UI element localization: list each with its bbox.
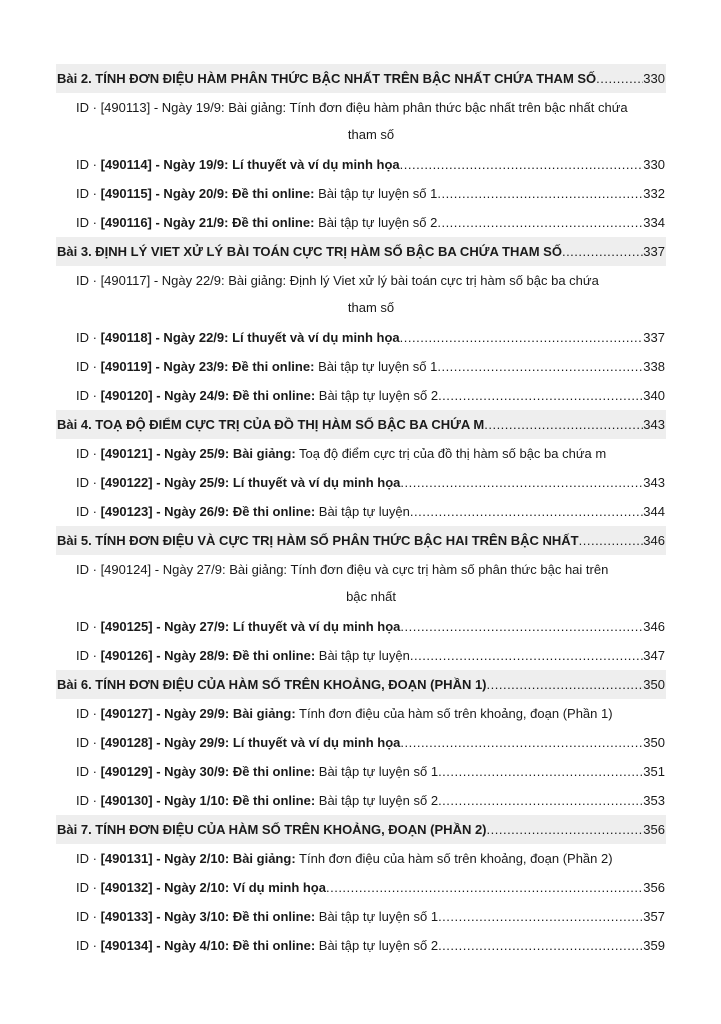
entry-prefix: ID · — [76, 359, 101, 374]
entry-code: [490119] - Ngày 23/9: — [100, 359, 229, 374]
toc-entry[interactable] — [56, 555, 666, 612]
dot-leader — [438, 786, 643, 815]
section-title: Bài 4. TOẠ ĐỘ ĐIỂM CỰC TRỊ CỦA ĐỒ THỊ HÀM SỐ BẬC BA CHỨA M — [57, 417, 485, 432]
entry-kind: Đề thi online: — [232, 764, 316, 779]
entry-text — [76, 150, 400, 179]
entry-description: Bài tập tự luyện số 2 — [318, 215, 438, 230]
entry-code: [490114] - Ngày 19/9: — [100, 157, 229, 172]
entry-kind: Bài giảng: — [232, 851, 296, 866]
entry-prefix: ID · — [76, 851, 101, 866]
entry-kind: Ví dụ minh họa — [232, 880, 326, 895]
entry-description: Bài tập tự luyện — [318, 504, 410, 519]
entry-kind: Bài giảng: — [232, 446, 296, 461]
dot-leader — [410, 497, 643, 526]
entry-code: [490124] - Ngày 27/9: — [100, 562, 226, 577]
entry-page-number: 343 — [643, 475, 665, 490]
entry-text — [76, 728, 400, 757]
dot-leader — [437, 208, 643, 237]
section-title: Bài 2. TÍNH ĐƠN ĐIỆU HÀM PHÂN THỨC BẬC NHẤT TRÊN BẬC NHẤT CHỨA THAM SỐ — [57, 71, 597, 86]
entry-description: Bài tập tự luyện số 2 — [318, 388, 439, 403]
toc-entry[interactable] — [56, 902, 666, 931]
entry-text — [76, 468, 400, 497]
entry-kind: Đề thi online: — [232, 186, 315, 201]
entry-prefix: ID · — [76, 793, 101, 808]
entry-code: [490121] - Ngày 25/9: — [100, 446, 230, 461]
dot-leader — [579, 526, 644, 555]
toc-entry[interactable] — [56, 179, 666, 208]
entry-kind: Đề thi online: — [232, 938, 316, 953]
entry-text — [76, 757, 438, 786]
entry-page-number: 351 — [643, 764, 665, 779]
entry-prefix: ID · — [76, 619, 101, 634]
entry-page-number: 357 — [643, 909, 665, 924]
section-page-number: 356 — [643, 822, 665, 837]
entry-description: Tính đơn điệu hàm phân thức bậc nhất trên bậc nhất chứa — [289, 100, 628, 115]
entry-page-number: 330 — [643, 157, 665, 172]
dot-leader — [487, 670, 644, 699]
dot-leader — [596, 64, 643, 93]
dot-leader — [438, 757, 643, 786]
toc-entry[interactable] — [56, 641, 666, 670]
entry-kind: Đề thi online: — [232, 909, 316, 924]
dot-leader — [562, 237, 643, 266]
toc-entry[interactable] — [56, 931, 666, 960]
entry-code: [490125] - Ngày 27/9: — [100, 619, 230, 634]
entry-prefix: ID · — [76, 735, 101, 750]
entry-code: [490123] - Ngày 26/9: — [100, 504, 230, 519]
toc-entry[interactable] — [56, 844, 666, 873]
entry-kind: Lí thuyết và ví dụ minh họa — [232, 157, 400, 172]
entry-prefix: ID · — [76, 273, 101, 288]
entry-text — [76, 873, 326, 902]
entry-text — [76, 352, 437, 381]
toc-entry[interactable] — [56, 757, 666, 786]
entry-text — [76, 381, 438, 410]
entry-description: Tính đơn điệu và cực trị hàm số phân thức bậc hai trên — [290, 562, 609, 577]
entry-text — [76, 612, 400, 641]
dot-leader — [437, 352, 643, 381]
entry-text — [76, 844, 613, 873]
section-title: Bài 3. ĐỊNH LÝ VIET XỬ LÝ BÀI TOÁN CỰC TRỊ HÀM SỐ BẬC BA CHỨA THAM SỐ — [57, 244, 562, 259]
entry-kind: Lí thuyết và ví dụ minh họa — [232, 330, 400, 345]
entry-kind: Đề thi online: — [232, 359, 315, 374]
entry-page-number: 332 — [643, 186, 665, 201]
section-heading[interactable] — [56, 670, 666, 699]
entry-description: Bài tập tự luyện — [318, 648, 410, 663]
entry-kind: Lí thuyết và ví dụ minh họa — [232, 735, 401, 750]
entry-code: [490133] - Ngày 3/10: — [100, 909, 230, 924]
dot-leader — [484, 410, 643, 439]
section-heading[interactable] — [56, 64, 666, 93]
entry-code: [490132] - Ngày 2/10: — [100, 880, 230, 895]
entry-prefix: ID · — [76, 388, 101, 403]
toc-entry[interactable] — [56, 468, 666, 497]
entry-prefix: ID · — [76, 330, 101, 345]
entry-prefix: ID · — [76, 648, 101, 663]
entry-text — [76, 902, 438, 931]
entry-code: [490134] - Ngày 4/10: — [100, 938, 230, 953]
entry-prefix: ID · — [76, 215, 101, 230]
toc-entry[interactable] — [56, 728, 666, 757]
entry-text — [76, 208, 437, 237]
toc-entry[interactable] — [56, 93, 666, 150]
entry-kind: Đề thi online: — [232, 388, 316, 403]
entry-prefix: ID · — [76, 100, 101, 115]
entry-description: Tính đơn điệu của hàm số trên khoảng, đoạn (Phần 2) — [299, 851, 613, 866]
entry-code: [490122] - Ngày 25/9: — [100, 475, 230, 490]
entry-description: Bài tập tự luyện số 1 — [318, 359, 438, 374]
toc-entry[interactable] — [56, 497, 666, 526]
section-page-number: 350 — [643, 677, 665, 692]
toc-entry[interactable] — [56, 381, 666, 410]
entry-page-number: 338 — [643, 359, 665, 374]
entry-text — [76, 179, 437, 208]
entry-prefix: ID · — [76, 504, 101, 519]
toc-entry[interactable] — [56, 439, 666, 468]
entry-kind: Bài giảng: — [229, 562, 288, 577]
entry-text — [76, 439, 606, 468]
entry-description: Bài tập tự luyện số 1 — [318, 186, 438, 201]
entry-prefix: ID · — [76, 562, 101, 577]
entry-prefix: ID · — [76, 880, 101, 895]
table-of-contents — [56, 64, 666, 960]
toc-entry[interactable] — [56, 150, 666, 179]
dot-leader — [438, 381, 643, 410]
section-page-number: 330 — [643, 71, 665, 86]
toc-entry[interactable] — [56, 208, 666, 237]
section-page-number: 346 — [643, 533, 665, 548]
entry-kind: Bài giảng: — [232, 706, 296, 721]
dot-leader — [400, 323, 644, 352]
entry-code: [490113] - Ngày 19/9: — [100, 100, 225, 115]
toc-entry[interactable] — [56, 786, 666, 815]
entry-text — [76, 497, 410, 526]
entry-description-continued: bậc nhất — [346, 589, 396, 604]
entry-description: Bài tập tự luyện số 2 — [318, 938, 439, 953]
entry-kind: Đề thi online: — [232, 648, 316, 663]
dot-leader — [487, 815, 644, 844]
entry-code: [490115] - Ngày 20/9: — [100, 186, 229, 201]
entry-description-continued: tham số — [347, 127, 395, 142]
dot-leader — [400, 728, 643, 757]
entry-description: Toạ độ điểm cực trị của đồ thị hàm số bậc ba chứa m — [299, 446, 607, 461]
entry-page-number: 347 — [643, 648, 665, 663]
dot-leader — [438, 931, 643, 960]
toc-entry[interactable] — [56, 352, 666, 381]
entry-page-number: 353 — [643, 793, 665, 808]
section-title: Bài 6. TÍNH ĐƠN ĐIỆU CỦA HÀM SỐ TRÊN KHOẢNG, ĐOẠN (PHẦN 1) — [57, 677, 487, 692]
entry-description: Bài tập tự luyện số 2 — [318, 793, 439, 808]
entry-kind: Bài giảng: — [228, 100, 287, 115]
section-title: Bài 7. TÍNH ĐƠN ĐIỆU CỦA HÀM SỐ TRÊN KHOẢNG, ĐOẠN (PHẦN 2) — [57, 822, 487, 837]
entry-code: [490131] - Ngày 2/10: — [100, 851, 230, 866]
entry-description-continued: tham số — [347, 300, 395, 315]
dot-leader — [400, 150, 644, 179]
section-heading[interactable] — [56, 237, 666, 266]
entry-code: [490130] - Ngày 1/10: — [100, 793, 230, 808]
entry-page-number: 334 — [643, 215, 665, 230]
entry-page-number: 344 — [643, 504, 665, 519]
entry-kind: Đề thi online: — [232, 215, 315, 230]
entry-page-number: 350 — [643, 735, 665, 750]
entry-code: [490117] - Ngày 22/9: — [100, 273, 225, 288]
entry-page-number: 356 — [643, 880, 665, 895]
dot-leader — [400, 468, 643, 497]
dot-leader — [438, 902, 643, 931]
dot-leader — [400, 612, 643, 641]
entry-text — [76, 641, 410, 670]
dot-leader — [326, 873, 643, 902]
entry-prefix: ID · — [76, 475, 101, 490]
section-page-number: 343 — [643, 417, 665, 432]
entry-page-number: 346 — [643, 619, 665, 634]
section-page-number: 337 — [643, 244, 665, 259]
entry-code: [490116] - Ngày 21/9: — [100, 215, 229, 230]
entry-prefix: ID · — [76, 764, 101, 779]
dot-leader — [410, 641, 643, 670]
entry-code: [490118] - Ngày 22/9: — [100, 330, 229, 345]
entry-kind: Lí thuyết và ví dụ minh họa — [232, 475, 401, 490]
toc-entry[interactable] — [56, 612, 666, 641]
entry-text — [76, 931, 438, 960]
section-heading[interactable] — [56, 815, 666, 844]
entry-description: Tính đơn điệu của hàm số trên khoảng, đoạn (Phần 1) — [299, 706, 613, 721]
entry-prefix: ID · — [76, 706, 101, 721]
entry-kind: Lí thuyết và ví dụ minh họa — [232, 619, 401, 634]
entry-prefix: ID · — [76, 446, 101, 461]
entry-kind: Đề thi online: — [232, 793, 316, 808]
entry-page-number: 340 — [643, 388, 665, 403]
entry-description: Định lý Viet xử lý bài toán cực trị hàm số bậc ba chứa — [289, 273, 599, 288]
section-heading[interactable] — [56, 410, 666, 439]
entry-description: Bài tập tự luyện số 1 — [318, 764, 439, 779]
entry-code: [490126] - Ngày 28/9: — [100, 648, 230, 663]
entry-prefix: ID · — [76, 909, 101, 924]
entry-page-number: 359 — [643, 938, 665, 953]
entry-text — [76, 323, 400, 352]
entry-text — [76, 786, 438, 815]
entry-prefix: ID · — [76, 938, 101, 953]
dot-leader — [437, 179, 643, 208]
entry-page-number: 337 — [643, 330, 665, 345]
entry-prefix: ID · — [76, 157, 101, 172]
entry-kind: Bài giảng: — [228, 273, 287, 288]
toc-entry[interactable] — [56, 266, 666, 323]
entry-code: [490128] - Ngày 29/9: — [100, 735, 230, 750]
entry-text — [76, 699, 613, 728]
entry-code: [490127] - Ngày 29/9: — [100, 706, 230, 721]
section-title: Bài 5. TÍNH ĐƠN ĐIỆU VÀ CỰC TRỊ HÀM SỐ PHÂN THỨC BẬC HAI TRÊN BẬC NHẤT — [57, 533, 579, 548]
toc-entry[interactable] — [56, 699, 666, 728]
entry-kind: Đề thi online: — [232, 504, 316, 519]
section-heading[interactable] — [56, 526, 666, 555]
toc-entry[interactable] — [56, 323, 666, 352]
entry-prefix: ID · — [76, 186, 101, 201]
toc-entry[interactable] — [56, 873, 666, 902]
entry-code: [490120] - Ngày 24/9: — [100, 388, 230, 403]
entry-description: Bài tập tự luyện số 1 — [318, 909, 439, 924]
entry-code: [490129] - Ngày 30/9: — [100, 764, 230, 779]
